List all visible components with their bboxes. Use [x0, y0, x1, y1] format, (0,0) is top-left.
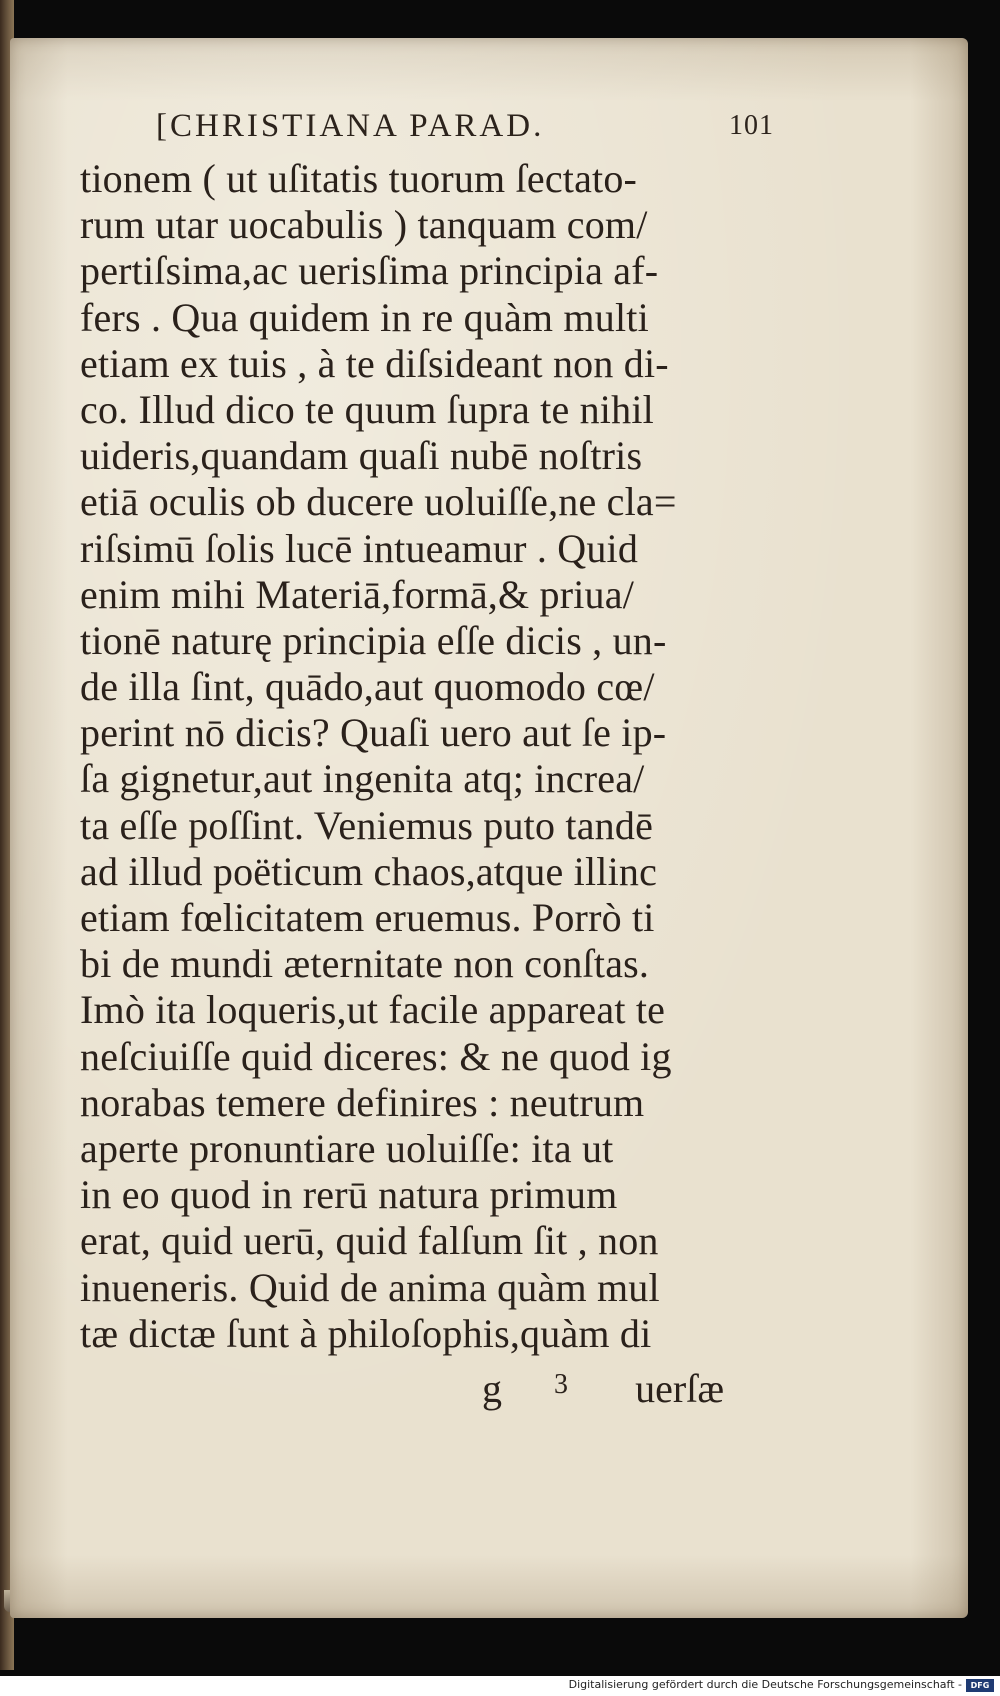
text-line: etiam ex tuis , à te diſsideant non di- — [80, 340, 669, 386]
text-line: aperte pronuntiare uoluiſſe: ita ut — [80, 1125, 614, 1171]
funding-credit: Digitalisierung gefördert durch die Deutsche Forschungsgemeinschaft - — [568, 1678, 962, 1691]
text-line: bi de mundi æternitate non conſtas. — [80, 941, 650, 987]
text-line: ta eſſe poſſint. Veniemus puto tandē — [80, 802, 654, 848]
text-line: ſa gignetur,aut ingenita atq; increa/ — [80, 756, 645, 802]
text-line: rum utar uocabulis ) tanquam com/ — [80, 202, 648, 248]
text-line: uideris,quandam quaſi nubē noſtris — [80, 433, 643, 479]
text-line: enim mihi Materiā,formā,& priua/ — [80, 571, 635, 617]
text-line: tionē naturę principia eſſe dicis , un- — [80, 617, 667, 663]
text-line: tæ dictæ ſunt à philoſophis,quàm di — [80, 1310, 652, 1356]
text-line: norabas temere definires : neutrum — [80, 1079, 645, 1125]
text-line: co. Illud dico te quum ſupra te nihil — [80, 386, 654, 432]
text-line: de illa ſint, quādo,aut quomodo cœ/ — [80, 664, 655, 710]
text-line: perint nō dicis? Quaſi uero aut ſe ip- — [80, 710, 667, 756]
digitization-footer — [0, 1676, 1000, 1696]
text-line: Imò ita loqueris,ut facile appareat te — [80, 987, 666, 1033]
text-line: neſciuiſſe quid diceres: & ne quod ig — [80, 1033, 672, 1079]
text-line: in eo quod in rerū natura primum — [80, 1172, 618, 1218]
text-line: pertiſsima,ac uerisſima principia af- — [80, 248, 659, 294]
text-line: etiam fœlicitatem eruemus. Porrò ti — [80, 895, 655, 940]
text-line: inueneris. Quid de anima quàm mul — [80, 1264, 660, 1310]
dfg-logo: DFG — [966, 1679, 994, 1692]
page-header — [80, 100, 774, 156]
page-number: 101 — [729, 110, 774, 141]
text-line: tionem ( ut uſitatis tuorum ſectato- — [80, 156, 638, 201]
body-text — [80, 156, 770, 1357]
catchword: uerſæ — [635, 1365, 724, 1411]
text-line: ad illud poëticum chaos,atque illinc — [80, 848, 658, 894]
text-line: erat, quid uerū, quid falſum ſit , non — [80, 1218, 659, 1264]
running-head: [CHRISTIANA PARAD. — [156, 108, 545, 144]
text-block — [80, 100, 774, 1419]
text-line: etiā oculis ob ducere uoluiſſe,ne cla= — [80, 479, 677, 525]
signature-number: 3 — [554, 1368, 568, 1400]
signature-line — [80, 1363, 770, 1419]
signature-mark: g — [482, 1365, 502, 1411]
text-line: riſsimū ſolis lucē intueamur . Quid — [80, 525, 639, 571]
text-line: fers . Qua quidem in re quàm multi — [80, 294, 649, 340]
